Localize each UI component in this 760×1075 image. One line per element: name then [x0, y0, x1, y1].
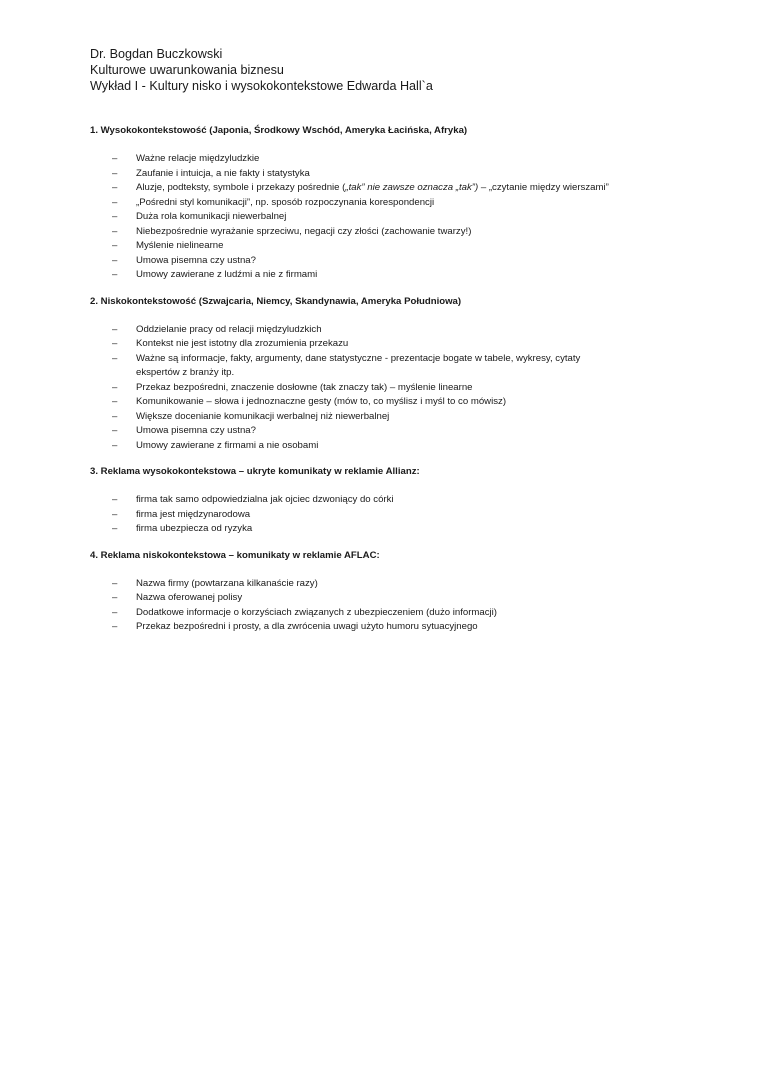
bullet-list: [90, 577, 700, 635]
bullet-list: [90, 323, 700, 454]
author-name: Dr. Bogdan Buczkowski: [90, 47, 223, 61]
section-low-context-ad: [90, 549, 700, 635]
section-heading: 4. Reklama niskokontekstowa – komunikaty w reklamie AFLAC:: [90, 549, 380, 561]
list-item: [90, 225, 700, 240]
list-item: [90, 337, 700, 352]
list-item-text: Umowy zawierane z firmami a nie osobami: [136, 439, 319, 451]
list-item-text: Umowa pisemna czy ustna?: [136, 254, 256, 266]
list-item-text-line: ekspertów z branży itp.: [136, 367, 235, 378]
dash-bullet: –: [112, 621, 118, 632]
dash-bullet: –: [112, 225, 118, 237]
list-item-text-line: Ważne są informacje, fakty, argumenty, dane statystyczne - prezentacje bogate w tabele, wykresy, cytaty: [136, 352, 581, 364]
dash-bullet: –: [112, 182, 118, 193]
document-header: [90, 46, 700, 94]
dash-bullet: –: [112, 425, 118, 436]
dash-bullet: –: [112, 396, 118, 407]
bullet-list: [90, 493, 700, 537]
list-item: [90, 323, 700, 338]
dash-bullet: –: [112, 211, 118, 222]
list-item-text: Dodatkowe informacje o korzyściach związanych z ubezpieczeniem (dużo informacji): [136, 606, 497, 618]
list-item: [90, 620, 700, 635]
dash-bullet: –: [112, 167, 118, 179]
list-item: [90, 381, 700, 396]
list-item-text: Komunikowanie – słowa i jednoznaczne gesty (mów to, co myślisz i myśl to co mówisz): [136, 396, 507, 407]
list-item-text: Zaufanie i intuicja, a nie fakty i statystyka: [136, 167, 310, 179]
list-item: [90, 254, 700, 269]
list-item-text: Nazwa firmy (powtarzana kilkanaście razy): [136, 577, 318, 589]
list-item: [90, 210, 700, 225]
list-item: [90, 439, 700, 454]
list-item-text: Kontekst nie jest istotny dla zrozumienia przekazu: [136, 338, 349, 349]
list-item: [90, 424, 700, 439]
list-item: [90, 196, 700, 211]
dash-bullet: –: [112, 508, 118, 520]
dash-bullet: –: [112, 338, 118, 349]
dash-bullet: –: [112, 439, 118, 451]
list-item-text: Większe docenianie komunikacji werbalnej niż niewerbalnej: [136, 410, 390, 422]
course-title: Kulturowe uwarunkowania biznesu: [90, 63, 284, 77]
list-item-text: firma tak samo odpowiedzialna jak ojciec dzwoniący do córki: [136, 494, 394, 505]
dash-bullet: –: [112, 494, 118, 505]
list-item-text: Niebezpośrednie wyrażanie sprzeciwu, negacji czy złości (zachowanie twarzy!): [136, 225, 472, 237]
list-item-text: Umowy zawierane z ludźmi a nie z firmami: [136, 269, 318, 280]
list-item-text-part: Aluzje, podteksty, symbole i przekazy pośrednie (: [136, 182, 346, 193]
list-item: [90, 508, 700, 523]
dash-bullet: –: [112, 269, 118, 280]
list-item: [90, 395, 700, 410]
list-item-text: Umowa pisemna czy ustna?: [136, 425, 256, 436]
list-item: [90, 493, 700, 508]
list-item: [90, 577, 700, 592]
list-item-text-italic: „tak” nie zawsze oznacza „tak”): [345, 182, 479, 193]
dash-bullet: –: [112, 352, 118, 364]
list-item: [90, 352, 700, 381]
list-item: [90, 606, 700, 621]
list-item-text: Nazwa oferowanej polisy: [136, 592, 243, 603]
list-item: [90, 167, 700, 182]
dash-bullet: –: [112, 254, 118, 266]
dash-bullet: –: [112, 381, 118, 393]
list-item-text: firma jest międzynarodowa: [136, 508, 251, 520]
list-item-text: „Pośredni styl komunikacji”, np. sposób rozpoczynania korespondencji: [136, 196, 435, 208]
section-heading: 2. Niskokontekstowość (Szwajcaria, Niemcy, Skandynawia, Ameryka Południowa): [90, 295, 462, 307]
list-item-text: firma ubezpiecza od ryzyka: [136, 523, 253, 534]
section-low-context: [90, 295, 700, 454]
section-high-context-ad: [90, 465, 700, 537]
list-item: [90, 268, 700, 283]
list-item-text: Oddzielanie pracy od relacji międzyludzkich: [136, 323, 322, 335]
list-item: [90, 591, 700, 606]
document-page: [90, 46, 700, 635]
lecture-title: Wykład I - Kultury nisko i wysokokontekstowe Edwarda Hall`a: [90, 79, 433, 93]
dash-bullet: –: [112, 323, 118, 335]
dash-bullet: –: [112, 523, 118, 534]
list-item: [90, 152, 700, 167]
section-high-context: [90, 124, 700, 283]
list-item-text-part: – „czytanie między wierszami”: [478, 182, 609, 193]
dash-bullet: –: [112, 592, 118, 603]
list-item-text: Ważne relacje międzyludzkie: [136, 153, 260, 164]
list-item: [90, 410, 700, 425]
list-item: [90, 522, 700, 537]
dash-bullet: –: [112, 606, 118, 618]
dash-bullet: –: [112, 410, 118, 422]
list-item-text: Przekaz bezpośredni i prosty, a dla zwrócenia uwagi użyto humoru sytuacyjnego: [136, 621, 478, 632]
list-item: [90, 181, 700, 196]
section-heading: 1. Wysokokontekstowość (Japonia, Środkowy Wschód, Ameryka Łacińska, Afryka): [90, 125, 468, 136]
dash-bullet: –: [112, 153, 118, 164]
section-heading: 3. Reklama wysokokontekstowa – ukryte komunikaty w reklamie Allianz:: [90, 466, 420, 477]
bullet-list: [90, 152, 700, 283]
list-item-text: Przekaz bezpośredni, znaczenie dosłowne (tak znaczy tak) – myślenie linearne: [136, 381, 473, 393]
dash-bullet: –: [112, 240, 118, 251]
list-item-text: Myślenie nielinearne: [136, 240, 224, 251]
list-item-text: Duża rola komunikacji niewerbalnej: [136, 211, 287, 222]
list-item: [90, 239, 700, 254]
dash-bullet: –: [112, 196, 118, 208]
dash-bullet: –: [112, 577, 118, 589]
